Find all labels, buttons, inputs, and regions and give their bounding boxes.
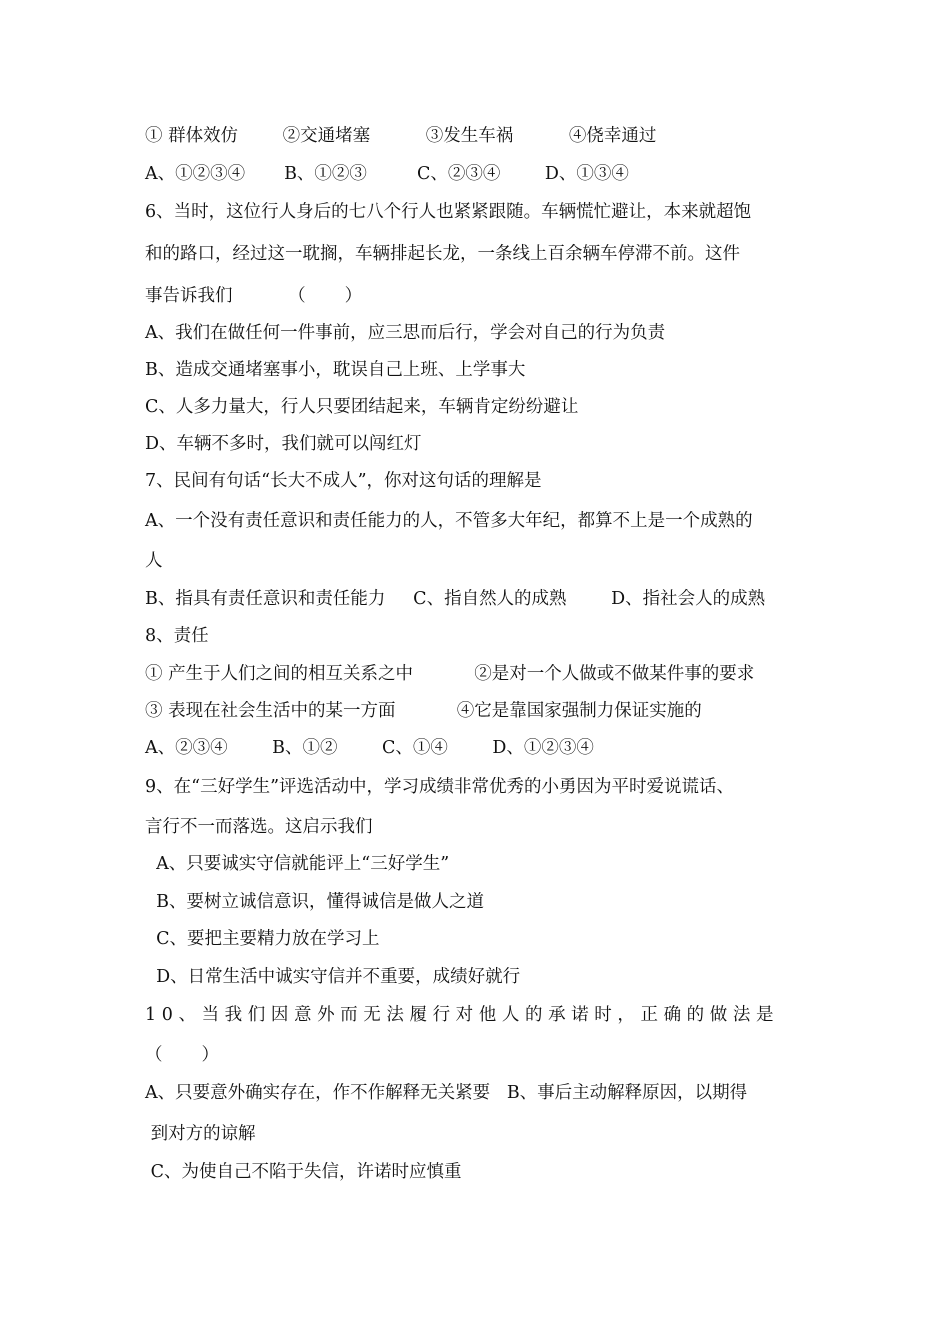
q9-option-c: C、要把主要精力放在学习上 — [145, 929, 380, 949]
q7-option-a-line1: A、一个没有责任意识和责任能力的人，不管多大年纪，都算不上是一个成熟的 — [145, 511, 753, 531]
q8-items-3-4: ③ 表现在社会生活中的某一方面 ④它是靠国家强制力保证实施的 — [145, 701, 702, 721]
q8-items-1-2: ① 产生于人们之间的相互关系之中 ②是对一个人做或不做某件事的要求 — [145, 664, 755, 684]
q8-stem: 8、责任 — [145, 626, 209, 646]
q6-stem-line2: 和的路口，经过这一耽搁，车辆排起长龙，一条线上百余辆车停滞不前。这件 — [145, 244, 740, 264]
q6-stem-line3: 事告诉我们 （ ） — [145, 286, 363, 306]
q10-option-c: C、为使自己不陷于失信，许诺时应慎重 — [145, 1162, 462, 1182]
q9-option-d: D、日常生活中诚实守信并不重要，成绩好就行 — [145, 967, 521, 987]
q7-options-bcd: B、指具有责任意识和责任能力 C、指自然人的成熟 D、指社会人的成熟 — [145, 589, 766, 609]
q6-option-a: A、我们在做任何一件事前，应三思而后行，学会对自己的行为负责 — [145, 323, 666, 343]
q6-stem-line1: 6、当时，这位行人身后的七八个行人也紧紧跟随。车辆慌忙避让，本来就超饱 — [145, 202, 752, 222]
q6-option-c: C、人多力量大，行人只要团结起来，车辆肯定纷纷避让 — [145, 397, 579, 417]
q7-option-a-line2: 人 — [145, 551, 163, 571]
q10-stem-line1: 10、当我们因意外而无法履行对他人的承诺时，正确的做法是 — [145, 1005, 780, 1025]
q10-stem-line2: （ ） — [145, 1045, 219, 1065]
q9-option-b: B、要树立诚信意识，懂得诚信是做人之道 — [145, 892, 484, 912]
q5-choices: A、①②③④ B、①②③ C、②③④ D、①③④ — [145, 164, 629, 184]
q10-options-ab-line1: A、只要意外确实存在，作不作解释无关紧要 B、事后主动解释原因，以期得 — [145, 1083, 748, 1103]
q9-option-a: A、只要诚实守信就能评上“三好学生” — [145, 854, 450, 874]
q6-option-d: D、车辆不多时，我们就可以闯红灯 — [145, 434, 422, 454]
q9-stem-line2: 言行不一而落选。这启示我们 — [145, 817, 373, 837]
q6-option-b: B、造成交通堵塞事小，耽误自己上班、上学事大 — [145, 360, 526, 380]
q8-choices: A、②③④ B、①② C、①④ D、①②③④ — [145, 738, 594, 758]
q10-options-ab-line2: 到对方的谅解 — [145, 1124, 256, 1144]
q9-stem-line1: 9、在“三好学生”评选活动中，学习成绩非常优秀的小勇因为平时爱说谎话、 — [145, 777, 735, 797]
q5-options-numbered: ① 群体效仿 ②交通堵塞 ③发生车祸 ④侥幸通过 — [145, 126, 657, 146]
q7-stem: 7、民间有句话“长大不成人”，你对这句话的理解是 — [145, 471, 542, 491]
